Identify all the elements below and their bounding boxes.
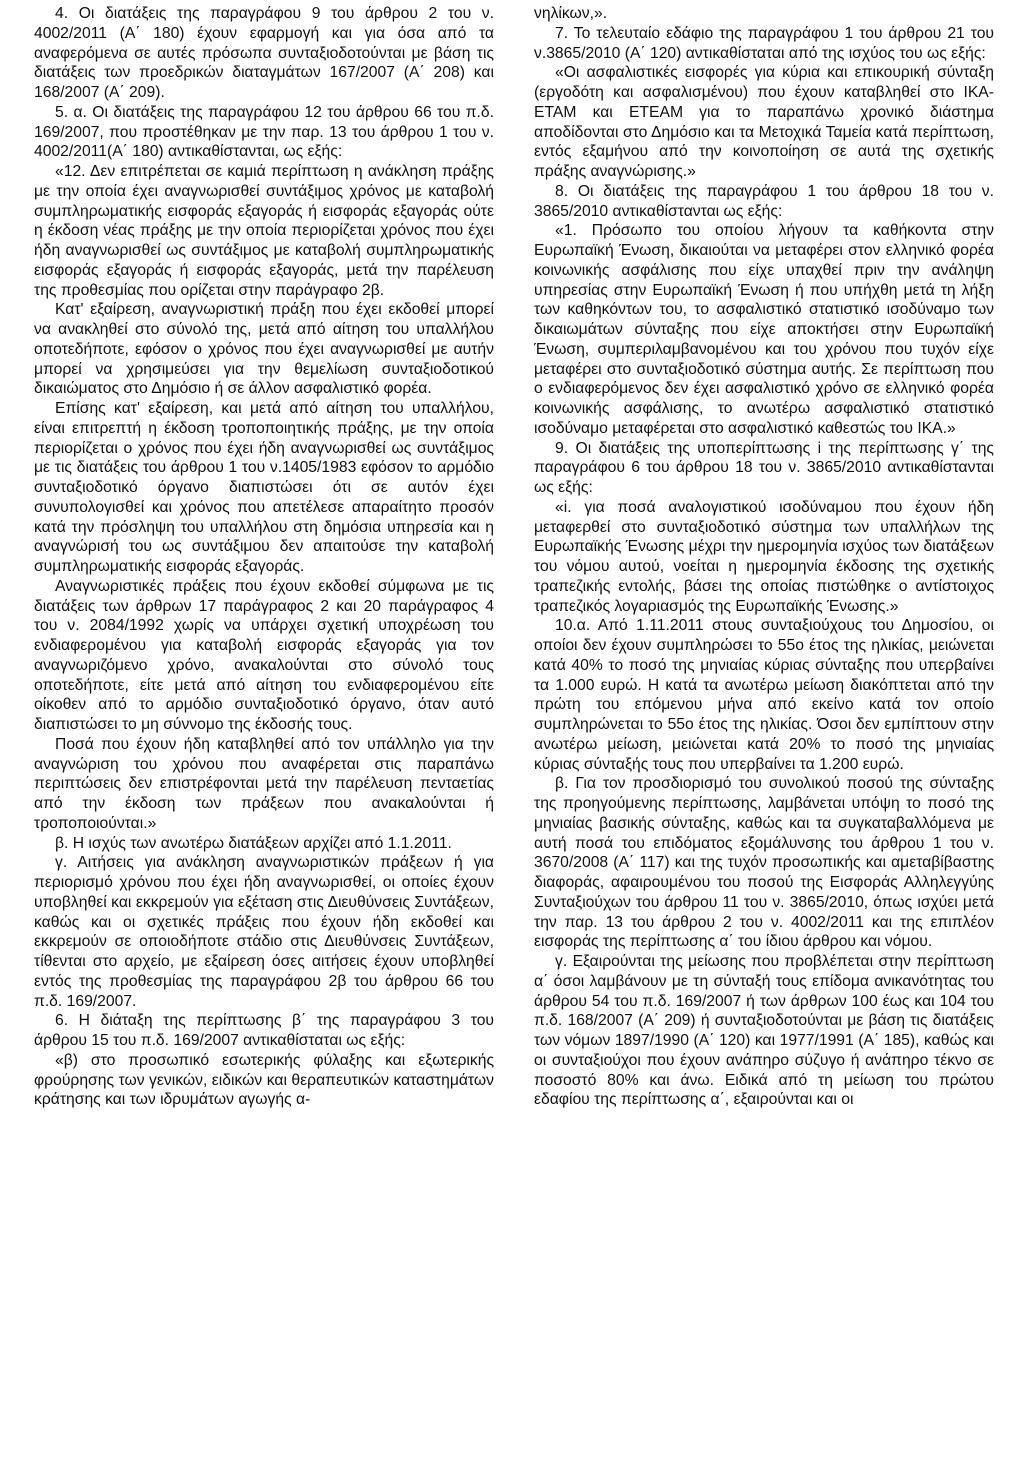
paragraph: Ποσά που έχουν ήδη καταβληθεί από τον υπάλληλο για την αναγνώριση του χρόνου που αναφέρεται στις παραπάνω περιπτώσεις δεν επιστρέφονται μετά την παρέλευση πενταετίας από την έκδοση των πράξεων που ανακαλούνται ή τροποποιούνται.» [34,735,494,832]
paragraph: 4. Οι διατάξεις της παραγράφου 9 του άρθρου 2 του ν. 4002/2011 (Α΄ 180) έχουν εφαρμογή και για όσα από τα αναφερόμενα σε αυτές πρόσωπα συνταξιοδοτούνται με βάση τις διατάξεις των προεδρικών διαταγμάτων 167/2007 (Α΄ 208) και 168/2007 (Α΄ 209). [34,5,494,101]
paragraph: 7. Το τελευταίο εδάφιο της παραγράφου 1 του άρθρου 21 του ν.3865/2010 (Α΄ 120) αντικαθίσταται από της ισχύος του ως εξής: [534,24,994,62]
paragraph-continuation: νηλίκων,». [534,5,608,22]
paragraph: «1. Πρόσωπο του οποίου λήγουν τα καθήκοντα στην Ευρωπαϊκή Ένωση, δικαιούται να μεταφέρει στον ελληνικό φορέα κοινωνικής ασφάλισης που είχε υπαχθεί πριν την ανάληψη υπηρεσίας στην Ευρωπαϊκή Ένωση ή που υπήχθη μετά τη λήξη των καθηκόντων του, το ασφαλιστικό στατιστικό ισοδύναμο των δικαιωμάτων σύνταξης που είχε αποκτήσει στην Ευρωπαϊκή Ένωση, συμπεριλαμβανομένου και του χρόνου που τυχόν είχε μεταφέρει στο συνταξιοδοτικό σύστημα αυτής. Σε περίπτωση που ο ενδιαφερόμενος δεν έχει ασφαλιστικό χρόνο σε ελληνικό φορέα κοινωνικής ασφάλισης, το ανωτέρω ασφαλιστικό στατιστικό ισοδύναμο μεταφέρεται στο ασφαλιστικό καθεστώς του ΙΚΑ.» [534,222,994,437]
paragraph: 6. Η διάταξη της περίπτωσης β΄ της παραγράφου 3 του άρθρου 15 του π.δ. 169/2007 αντικαθίσταται ως εξής: [34,1012,494,1049]
paragraph: 9. Οι διατάξεις της υποπερίπτωσης i της περίπτωσης γ΄ της παραγράφου 6 του άρθρου 18 του ν. 3865/2010 αντικαθίστανται ως εξής: [534,439,994,496]
paragraph: Αναγνωριστικές πράξεις που έχουν εκδοθεί σύμφωνα με τις διατάξεις των άρθρων 17 παράγραφος 2 και 20 παράγραφος 4 του ν. 2084/1992 χωρίς να υπάρχει σχετική υποχρέωση του ενδιαφερομένου για καταβολή εισφοράς εξαγοράς για τον αναγνωριζόμενο χρόνο, ανακαλούνται στο σύνολό τους οποτεδήποτε, είτε μετά από αίτηση του ενδιαφερομένου είτε οίκοθεν από το αρμόδιο συνταξιοδοτικό όργανο, όταν αυτό διαπιστώσει το μη σύννομο της έκδοσής τους. [34,577,494,733]
right-column [534,4,994,1110]
paragraph: 8. Οι διατάξεις της παραγράφου 1 του άρθρου 18 του ν. 3865/2010 αντικαθίστανται ως εξής: [534,182,994,220]
paragraph: γ. Αιτήσεις για ανάκληση αναγνωριστικών πράξεων ή για περιορισμό χρόνου που έχει ήδη αναγνωρισθεί, οι οποίες έχουν υποβληθεί και εκκρεμούν για εξέταση στις Διευθύνσεις Συντάξεων, καθώς και οι σχετικές πράξεις που έχουν ήδη εκδοθεί και εκκρεμούν σε οποιοδήποτε στάδιο στις Διευθύνσεις Συντάξεων, τίθενται στο αρχείο, με εξαίρεση όσες αιτήσεις έχουν υποβληθεί εντός της προθεσμίας της παραγράφου 2β του άρθρου 66 του π.δ. 169/2007. [34,854,494,1010]
paragraph: Επίσης κατ' εξαίρεση, και μετά από αίτηση του υπαλλήλου, είναι επιτρεπτή η έκδοση τροποποιητικής πράξης, με την οποία περιορίζεται ο χρόνος που έχει ήδη αναγνωρισθεί ως συντάξιμος με τις διατάξεις του άρθρου 1 του ν.1405/1983 εφόσον το αρμόδιο συνταξιοδοτικό όργανο διαπιστώσει ότι σε αυτόν έχει συνυπολογισθεί και χρόνος που απετέλεσε απαραίτητο προσόν κατά την πρόσληψη του υπαλλήλου στη δημόσια υπηρεσία και η αναγνώρισή του ως συντάξιμου δεν απαιτούσε την καταβολή συμπληρωματικής εισφοράς εξαγοράς. [34,400,494,575]
paragraph: «β) στο προσωπικό εσωτερικής φύλαξης και εξωτερικής φρούρησης των γενικών, ειδικών και θεραπευτικών καταστημάτων κράτησης και των ιδρυμάτων αγωγής α- [34,1051,494,1109]
paragraph: Κατ' εξαίρεση, αναγνωριστική πράξη που έχει εκδοθεί μπορεί να ανακληθεί στο σύνολό της, μετά από αίτηση του υπαλλήλου οποτεδήποτε, εφόσον ο χρόνος που έχει αναγνωρισθεί με αυτήν μπορεί να χρησιμεύσει για την θεμελίωση συνταξιοδοτικού δικαιώματος στο Δημόσιο ή σε άλλον ασφαλιστικό φορέα. [34,301,494,398]
document-page [34,4,996,1454]
paragraph: 5. α. Οι διατάξεις της παραγράφου 12 του άρθρου 66 του π.δ. 169/2007, που προστέθηκαν με την παρ. 13 του άρθρου 1 του ν. 4002/2011(Α΄ 180) αντικαθίστανται, ως εξής: [34,103,494,161]
paragraph: β. Για τον προσδιορισμό του συνολικού ποσού της σύνταξης της προηγούμενης περίπτωσης, λαμβάνεται υπόψη το ποσό της μηνιαίας βασικής σύνταξης, καθώς και τα συγκαταβαλλόμενα με αυτή ποσά του επιδόματος εξομάλυνσης του άρθρου 1 του ν. 3670/2008 (Α΄ 117) και της τυχόν προσωπικής και αμεταβίβαστης διαφοράς, αφαιρουμένου του ποσού της Εισφοράς Αλληλεγγύης Συνταξιούχων του άρθρου 11 του ν. 3865/2010, όπως ισχύει μετά την παρ. 13 του άρθρου 2 του ν. 4002/2011 και της επιπλέον εισφοράς της περίπτωσης α΄ του ίδιου άρθρου και νόμου. [534,775,994,951]
paragraph: «Οι ασφαλιστικές εισφορές για κύρια και επικουρική σύνταξη (εργοδότη και ασφαλισμένου) που έχουν καταβληθεί στο ΙΚΑ-ΕΤΑΜ και ΕΤΕΑΜ για το παραπάνω χρονικό διάστημα αποδίδονται στο Δημόσιο και τα Μετοχικά Ταμεία κατά περίπτωση, εντός εξαμήνου από την κοινοποίηση σε αυτά της σχετικής πράξης αναγνώρισης.» [534,64,994,180]
paragraph: «i. για ποσά αναλογιστικού ισοδύναμου που έχουν ήδη μεταφερθεί στο συνταξιοδοτικό σύστημα των υπαλλήλων της Ευρωπαϊκής Ένωσης μέχρι την ημερομηνία ισχύος των διατάξεων του νόμου αυτού, νοείται η ημερομηνία έκδοσης της σχετικής τραπεζικής εντολής, βάσει της οποίας πιστώθηκε ο αντίστοιχος τραπεζικός λογαριασμός της Ευρωπαϊκής Ένωσης.» [534,498,994,615]
paragraph: γ. Εξαιρούνται της μείωσης που προβλέπεται στην περίπτωση α΄ όσοι λαμβάνουν με τη σύνταξή τους επίδομα ανικανότητας του άρθρου 54 του π.δ. 169/2007 ή των άρθρων 100 έως και 104 του π.δ. 168/2007 (Α΄ 209) ή συνταξιοδοτούνται με βάση τις διατάξεις των νόμων 1897/1990 (Α΄ 120) και 1977/1991 (Α΄ 185), καθώς και οι συνταξιούχοι που έχουν ανάπηρο σύζυγο ή ανάπηρο τέκνο σε ποσοστό 80% και άνω. Ειδικά από τη μείωση του πρώτου εδαφίου της περίπτωσης α΄, εξαιρούνται και οι [534,953,994,1109]
paragraph: «12. Δεν επιτρέπεται σε καμιά περίπτωση η ανάκληση πράξης με την οποία έχει αναγνωρισθεί συντάξιμος χρόνος με καταβολή συμπληρωματικής εισφοράς εξαγοράς ή εισφοράς εξαγοράς ούτε η έκδοση νέας πράξης με την οποία περιορίζεται χρόνος που έχει ήδη αναγνωρισθεί ως συντάξιμος με καταβολή συμπληρωματικής εισφοράς εξαγοράς ή εισφοράς εξαγοράς, μετά την παρέλευση της προθεσμίας που ορίζεται στην παράγραφο 2β. [34,163,494,299]
left-column [34,4,494,1110]
paragraph: 10.α. Από 1.11.2011 στους συνταξιούχους του Δημοσίου, οι οποίοι δεν έχουν συμπληρώσει το 55ο έτος της ηλικίας, μειώνεται κατά 40% το ποσό της μηνιαίας κύριας σύνταξης που υπερβαίνει τα 1.000 ευρώ. Η κατά τα ανωτέρω μείωση διακόπτεται από την πρώτη του επόμενου μήνα από εκείνο κατά τον οποίο συμπληρώνεται το 55ο έτος της ηλικίας. Όσοι δεν εμπίπτουν στην ανωτέρω μείωση, μειώνεται κατά 20% το ποσό της μηνιαίας κύριας σύνταξής τους που υπερβαίνει τα 1.200 ευρώ. [534,617,994,773]
paragraph: β. Η ισχύς των ανωτέρω διατάξεων αρχίζει από 1.1.2011. [55,834,452,852]
